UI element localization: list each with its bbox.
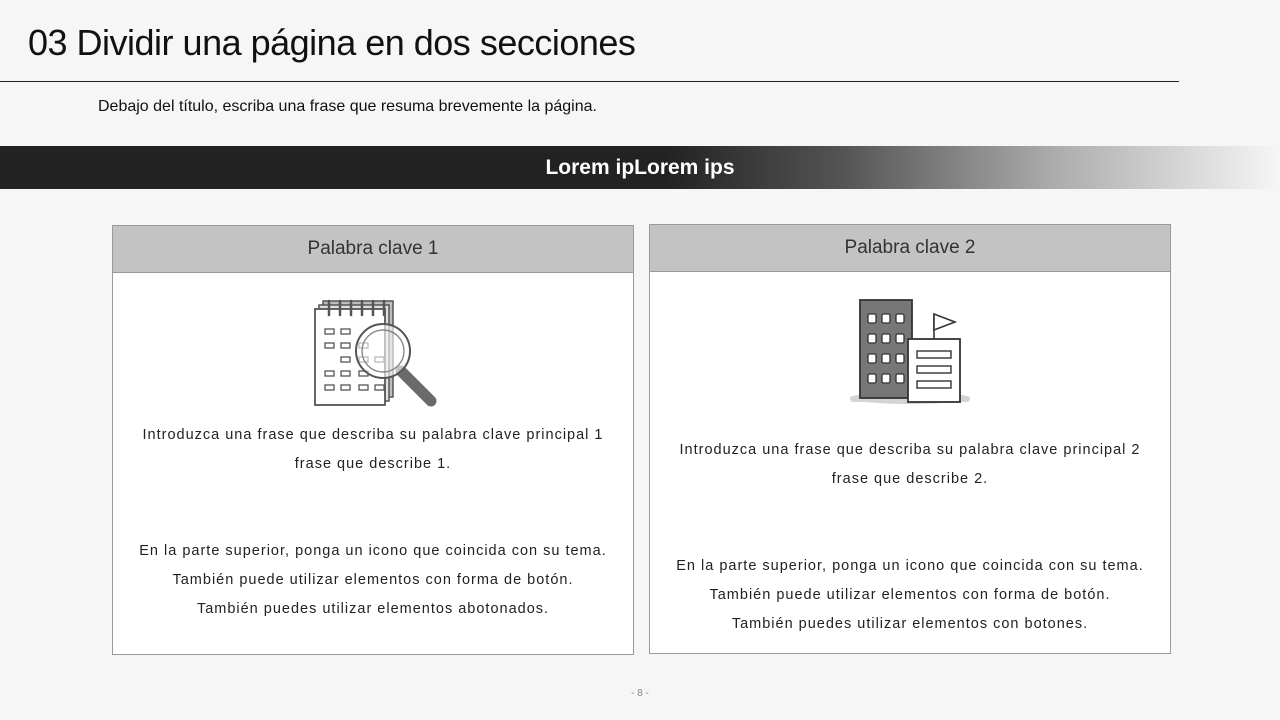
card-2-notes: En la parte superior, ponga un icono que coincida con su tema. También puede utilizar elementos con forma de botón. También puedes utilizar elementos con botones.	[676, 558, 1144, 632]
card-1-notes: En la parte superior, ponga un icono que coincida con su tema. También puede utilizar elementos con forma de botón. También puedes utilizar elementos abotonados.	[139, 543, 607, 617]
banner-text: Lorem ipLorem ips	[545, 155, 735, 179]
card-1-title: Palabra clave 1	[113, 226, 633, 273]
page-number: - 8 -	[631, 688, 649, 699]
office-building-icon	[845, 292, 975, 404]
title-divider	[0, 81, 1179, 82]
calendar-search-icon	[303, 293, 443, 411]
page-title: 03 Dividir una página en dos secciones	[28, 22, 636, 63]
card-1-description: Introduzca una frase que describa su palabra clave principal 1 frase que describe 1.	[142, 427, 604, 472]
card-2-title: Palabra clave 2	[650, 225, 1170, 272]
section-banner	[0, 146, 1280, 189]
keyword-card-1	[112, 225, 634, 655]
page-subtitle: Debajo del título, escriba una frase que resuma brevemente la página.	[98, 98, 597, 115]
keyword-card-2	[649, 224, 1171, 654]
card-2-description: Introduzca una frase que describa su palabra clave principal 2 frase que describe 2.	[679, 442, 1141, 487]
